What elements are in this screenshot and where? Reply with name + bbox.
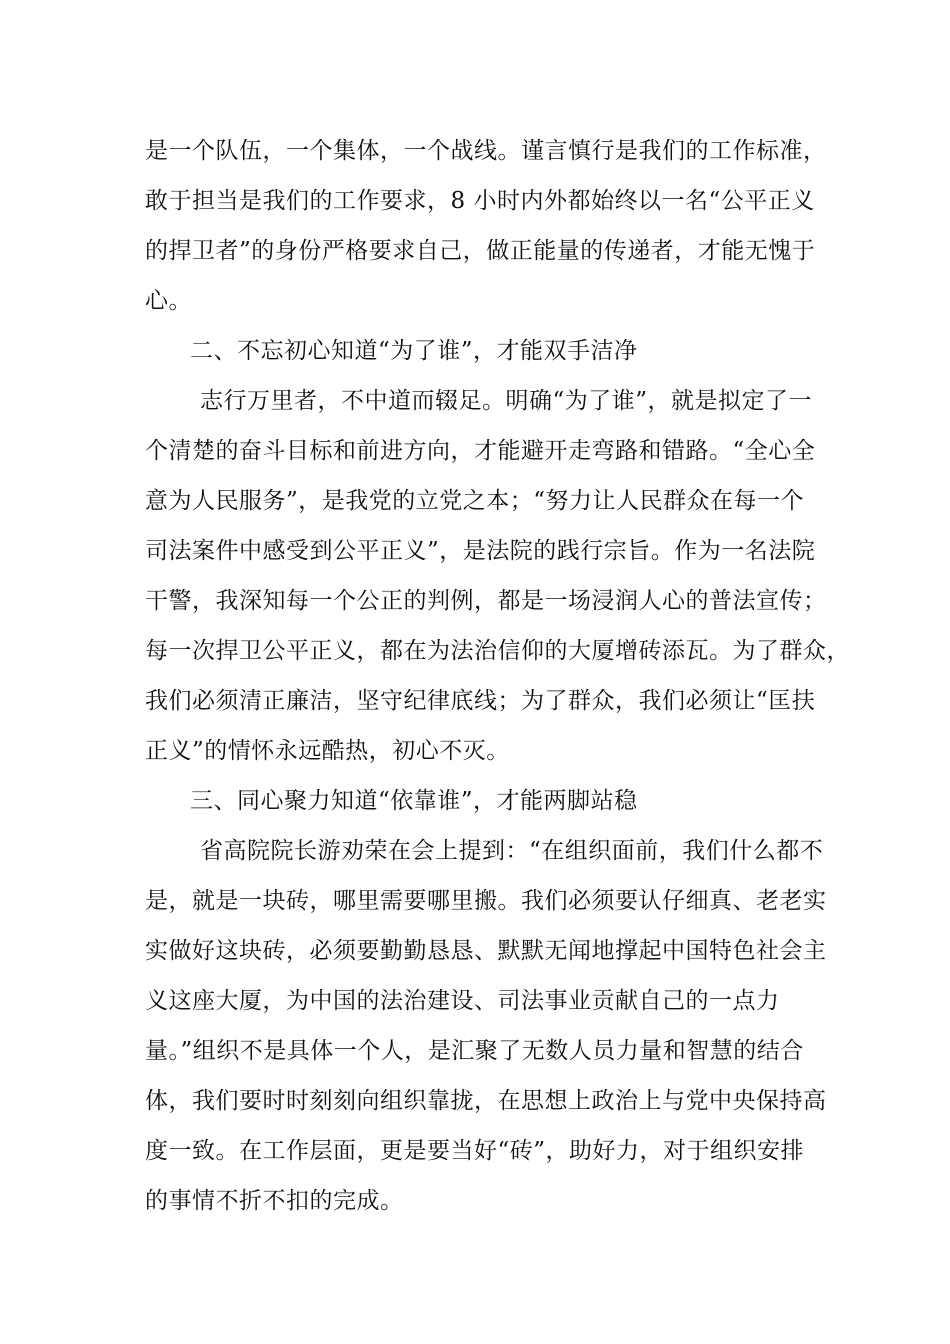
paragraph-line: 心。 [145, 288, 192, 314]
paragraph-line: 司法案件中感受到公平正义”，是法院的践行宗旨。作为一名法院 [145, 538, 816, 564]
paragraph-line: 每一次捍卫公平正义，都在为法治信仰的大厦增砖添瓦。为了群众， [145, 638, 850, 664]
paragraph-line: 省高院院长游劝荣在会上提到：“在组织面前，我们什么都不 [200, 838, 824, 864]
paragraph-line: 度一致。在工作层面，更是要当好“砖”，助好力，对于组织安排 [145, 1138, 805, 1164]
paragraph-line: 量。”组织不是具体一个人，是汇聚了无数人员力量和智慧的结合 [145, 1038, 804, 1064]
paragraph-line: 个清楚的奋斗目标和前进方向，才能避开走弯路和错路。“全心全 [145, 438, 816, 464]
paragraph-line: 的事情不折不扣的完成。 [145, 1188, 404, 1214]
paragraph-line: 义这座大厦，为中国的法治建设、司法事业贡献自己的一点力 [145, 988, 780, 1014]
paragraph-line: 志行万里者，不中道而辍足。明确“为了谁”，就是拟定了一 [200, 388, 813, 414]
paragraph-line: 意为人民服务”，是我党的立党之本；“努力让人民群众在每一个 [145, 488, 805, 514]
section-heading-3: 三、同心聚力知道“依靠谁”，才能两脚站稳 [190, 788, 638, 814]
section-heading-2: 二、不忘初心知道“为了谁”，才能双手洁净 [190, 338, 638, 364]
paragraph-line: 我们必须清正廉洁，坚守纪律底线；为了群众，我们必须让“匡扶 [145, 688, 816, 714]
paragraph-line: 是一个队伍，一个集体，一个战线。谨言慎行是我们的工作标准， [145, 138, 827, 164]
paragraph-line: 是，就是一块砖，哪里需要哪里搬。我们必须要认仔细真、老老实 [145, 888, 827, 914]
paragraph-line: 正义”的情怀永远酷热，初心不灭。 [145, 738, 510, 764]
paragraph-line: 干警，我深知每一个公正的判例，都是一场浸润人心的普法宣传； [145, 588, 827, 614]
paragraph-line: 的捍卫者”的身份严格要求自己，做正能量的传递者，才能无愧于 [145, 238, 816, 264]
paragraph-line: 体，我们要时时刻刻向组织靠拢，在思想上政治上与党中央保持高 [145, 1088, 827, 1114]
paragraph-line: 实做好这块砖，必须要勤勤恳恳、默默无闻地撑起中国特色社会主 [145, 938, 827, 964]
paragraph-line: 敢于担当是我们的工作要求，8 小时内外都始终以一名“公平正义 [145, 188, 815, 214]
